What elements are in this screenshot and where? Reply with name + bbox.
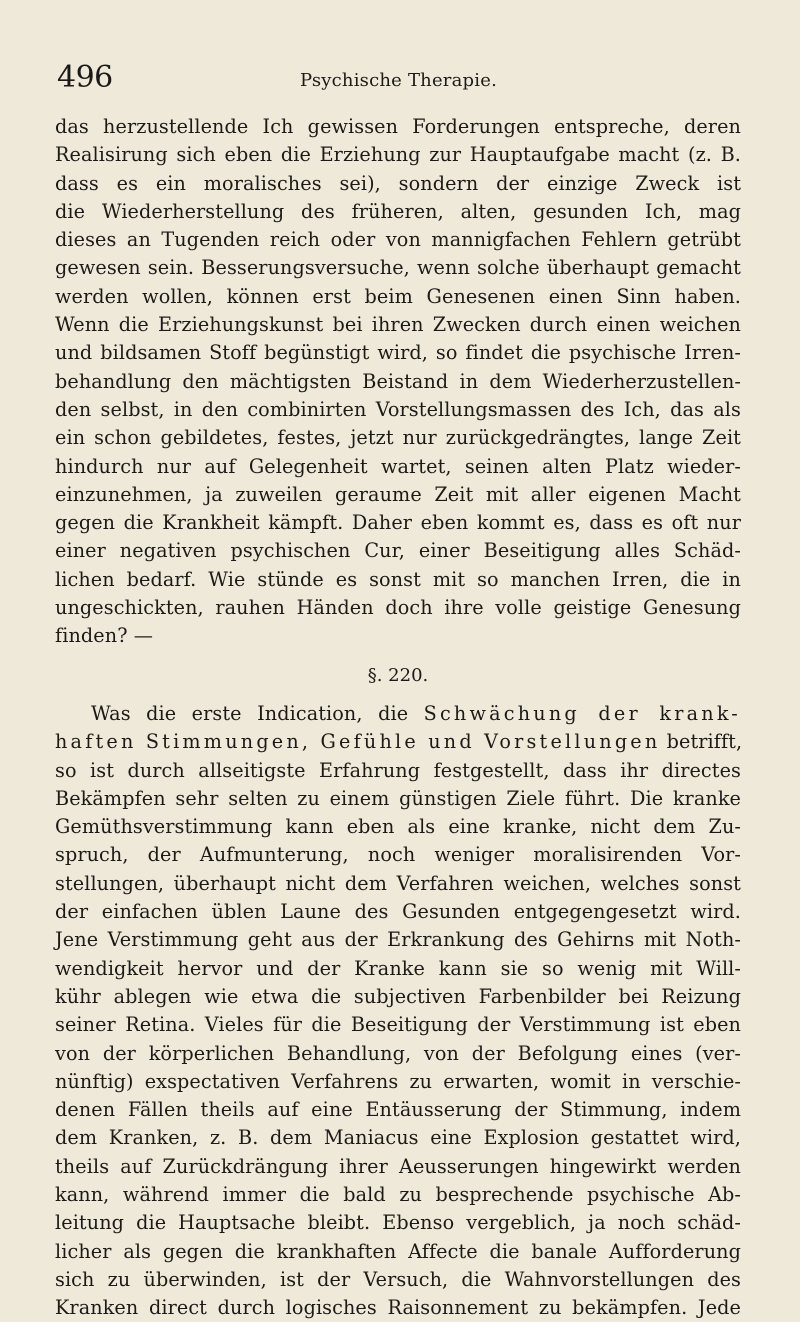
text-line: von der körperlichen Behandlung, von der Befolgung eines (ver- — [55, 1041, 741, 1065]
body-text — [55, 113, 741, 1322]
section-heading: §. 220. — [367, 664, 429, 686]
text-line: Jene Verstimmung geht aus der Erkrankung des Gehirns mit Noth- — [55, 928, 741, 952]
text-line: lichen bedarf. Wie stünde es sonst mit so manchen Irren, die in — [55, 567, 741, 591]
text-line: Gemüthsverstimmung kann eben als eine kranke, nicht dem Zu- — [55, 815, 741, 839]
text-line: ein schon gebildetes, festes, jetzt nur zurückgedrängtes, lange Zeit — [55, 426, 741, 450]
text-line: Wenn die Erziehungskunst bei ihren Zwecken durch einen weichen — [55, 313, 741, 337]
text-line: licher als gegen die krankhaften Affecte die banale Aufforderung — [55, 1239, 741, 1263]
text-continuation: betrifft, — [666, 730, 743, 754]
text-line: theils auf Zurückdrängung ihrer Aeusserungen hingewirkt werden — [55, 1154, 741, 1178]
text-line: Kranken direct durch logisches Raisonnement zu bekämpfen. Jede — [55, 1296, 741, 1320]
text-line: finden? — — [55, 624, 154, 648]
text-line: leitung die Hauptsache bleibt. Ebenso vergeblich, ja noch schäd- — [55, 1211, 741, 1235]
text-line: behandlung den mächtigsten Beistand in dem Wiederherzustellen- — [55, 369, 741, 393]
text-line: stellungen, überhaupt nicht dem Verfahren weichen, welches sonst — [55, 871, 741, 895]
text-line: und bildsamen Stoff begünstigt wird, so findet die psychische Irren- — [55, 341, 741, 365]
text-line: ungeschickten, rauhen Händen doch ihre volle geistige Genesung — [55, 596, 741, 620]
text-line: Bekämpfen sehr selten zu einem günstigen Ziele führt. Die kranke — [55, 786, 741, 810]
text-line: gegen die Krankheit kämpft. Daher eben kommt es, dass es oft nur — [55, 511, 741, 535]
paragraph-2 — [55, 700, 741, 1322]
text-line: wendigkeit hervor und der Kranke kann sie so wenig mit Will- — [55, 956, 741, 980]
text-line: nünftig) exspectativen Verfahrens zu erwarten, womit in verschie- — [55, 1069, 741, 1093]
text-line: hindurch nur auf Gelegenheit wartet, seinen alten Platz wieder- — [55, 454, 741, 478]
text-line: dieses an Tugenden reich oder von mannigfachen Fehlern getrübt — [55, 228, 741, 252]
page-number: 496 — [57, 60, 113, 95]
text-line: kann, während immer die bald zu besprechende psychische Ab- — [55, 1182, 741, 1206]
text-line — [55, 728, 741, 756]
paragraph-1 — [55, 113, 741, 651]
text-line: Realisirung sich eben die Erziehung zur Hauptaufgabe macht (z. B. — [55, 143, 741, 167]
spaced-emphasis: Schwächung der krank- — [423, 701, 741, 725]
text-line: dem Kranken, z. B. dem Maniacus eine Explosion gestattet wird, — [55, 1126, 741, 1150]
page-header — [57, 58, 740, 98]
text-line: das herzustellende Ich gewissen Forderungen entspreche, deren — [55, 115, 741, 138]
text-line: kühr ablegen wie etwa die subjectiven Farbenbilder bei Reizung — [55, 984, 741, 1008]
spaced-emphasis: haften Stimmungen, Gefühle und Vorstellungen — [55, 730, 661, 754]
text-line: einer negativen psychischen Cur, einer Beseitigung alles Schäd- — [55, 539, 741, 563]
text-line — [55, 700, 741, 728]
text-line: seiner Retina. Vieles für die Beseitigung der Verstimmung ist eben — [55, 1013, 741, 1037]
text-line: dass es ein moralisches sei), sondern der einzige Zweck ist — [55, 171, 741, 195]
text-line: die Wiederherstellung des früheren, alten, gesunden Ich, mag — [55, 199, 741, 223]
text-line: der einfachen üblen Laune des Gesunden entgegengesetzt wird. — [55, 900, 741, 924]
text-line: denen Fällen theils auf eine Entäusserung der Stimmung, indem — [55, 1098, 741, 1122]
text-line: so ist durch allseitigste Erfahrung festgestellt, dass ihr directes — [55, 758, 741, 782]
text-line: den selbst, in den combinirten Vorstellungsmassen des Ich, das als — [55, 397, 741, 421]
text-line: spruch, der Aufmunterung, noch weniger moralisirenden Vor- — [55, 843, 741, 867]
text-line: gewesen sein. Besserungsversuche, wenn solche überhaupt gemacht — [55, 256, 741, 280]
running-head: Psychische Therapie. — [300, 70, 497, 91]
text-line: werden wollen, können erst beim Genesenen einen Sinn haben. — [55, 284, 741, 308]
text-line: einzunehmen, ja zuweilen geraume Zeit mit aller eigenen Macht — [55, 482, 741, 506]
text-line: sich zu überwinden, ist der Versuch, die Wahnvorstellungen des — [55, 1267, 741, 1291]
lead-text: Was die erste Indication, die — [91, 701, 409, 725]
